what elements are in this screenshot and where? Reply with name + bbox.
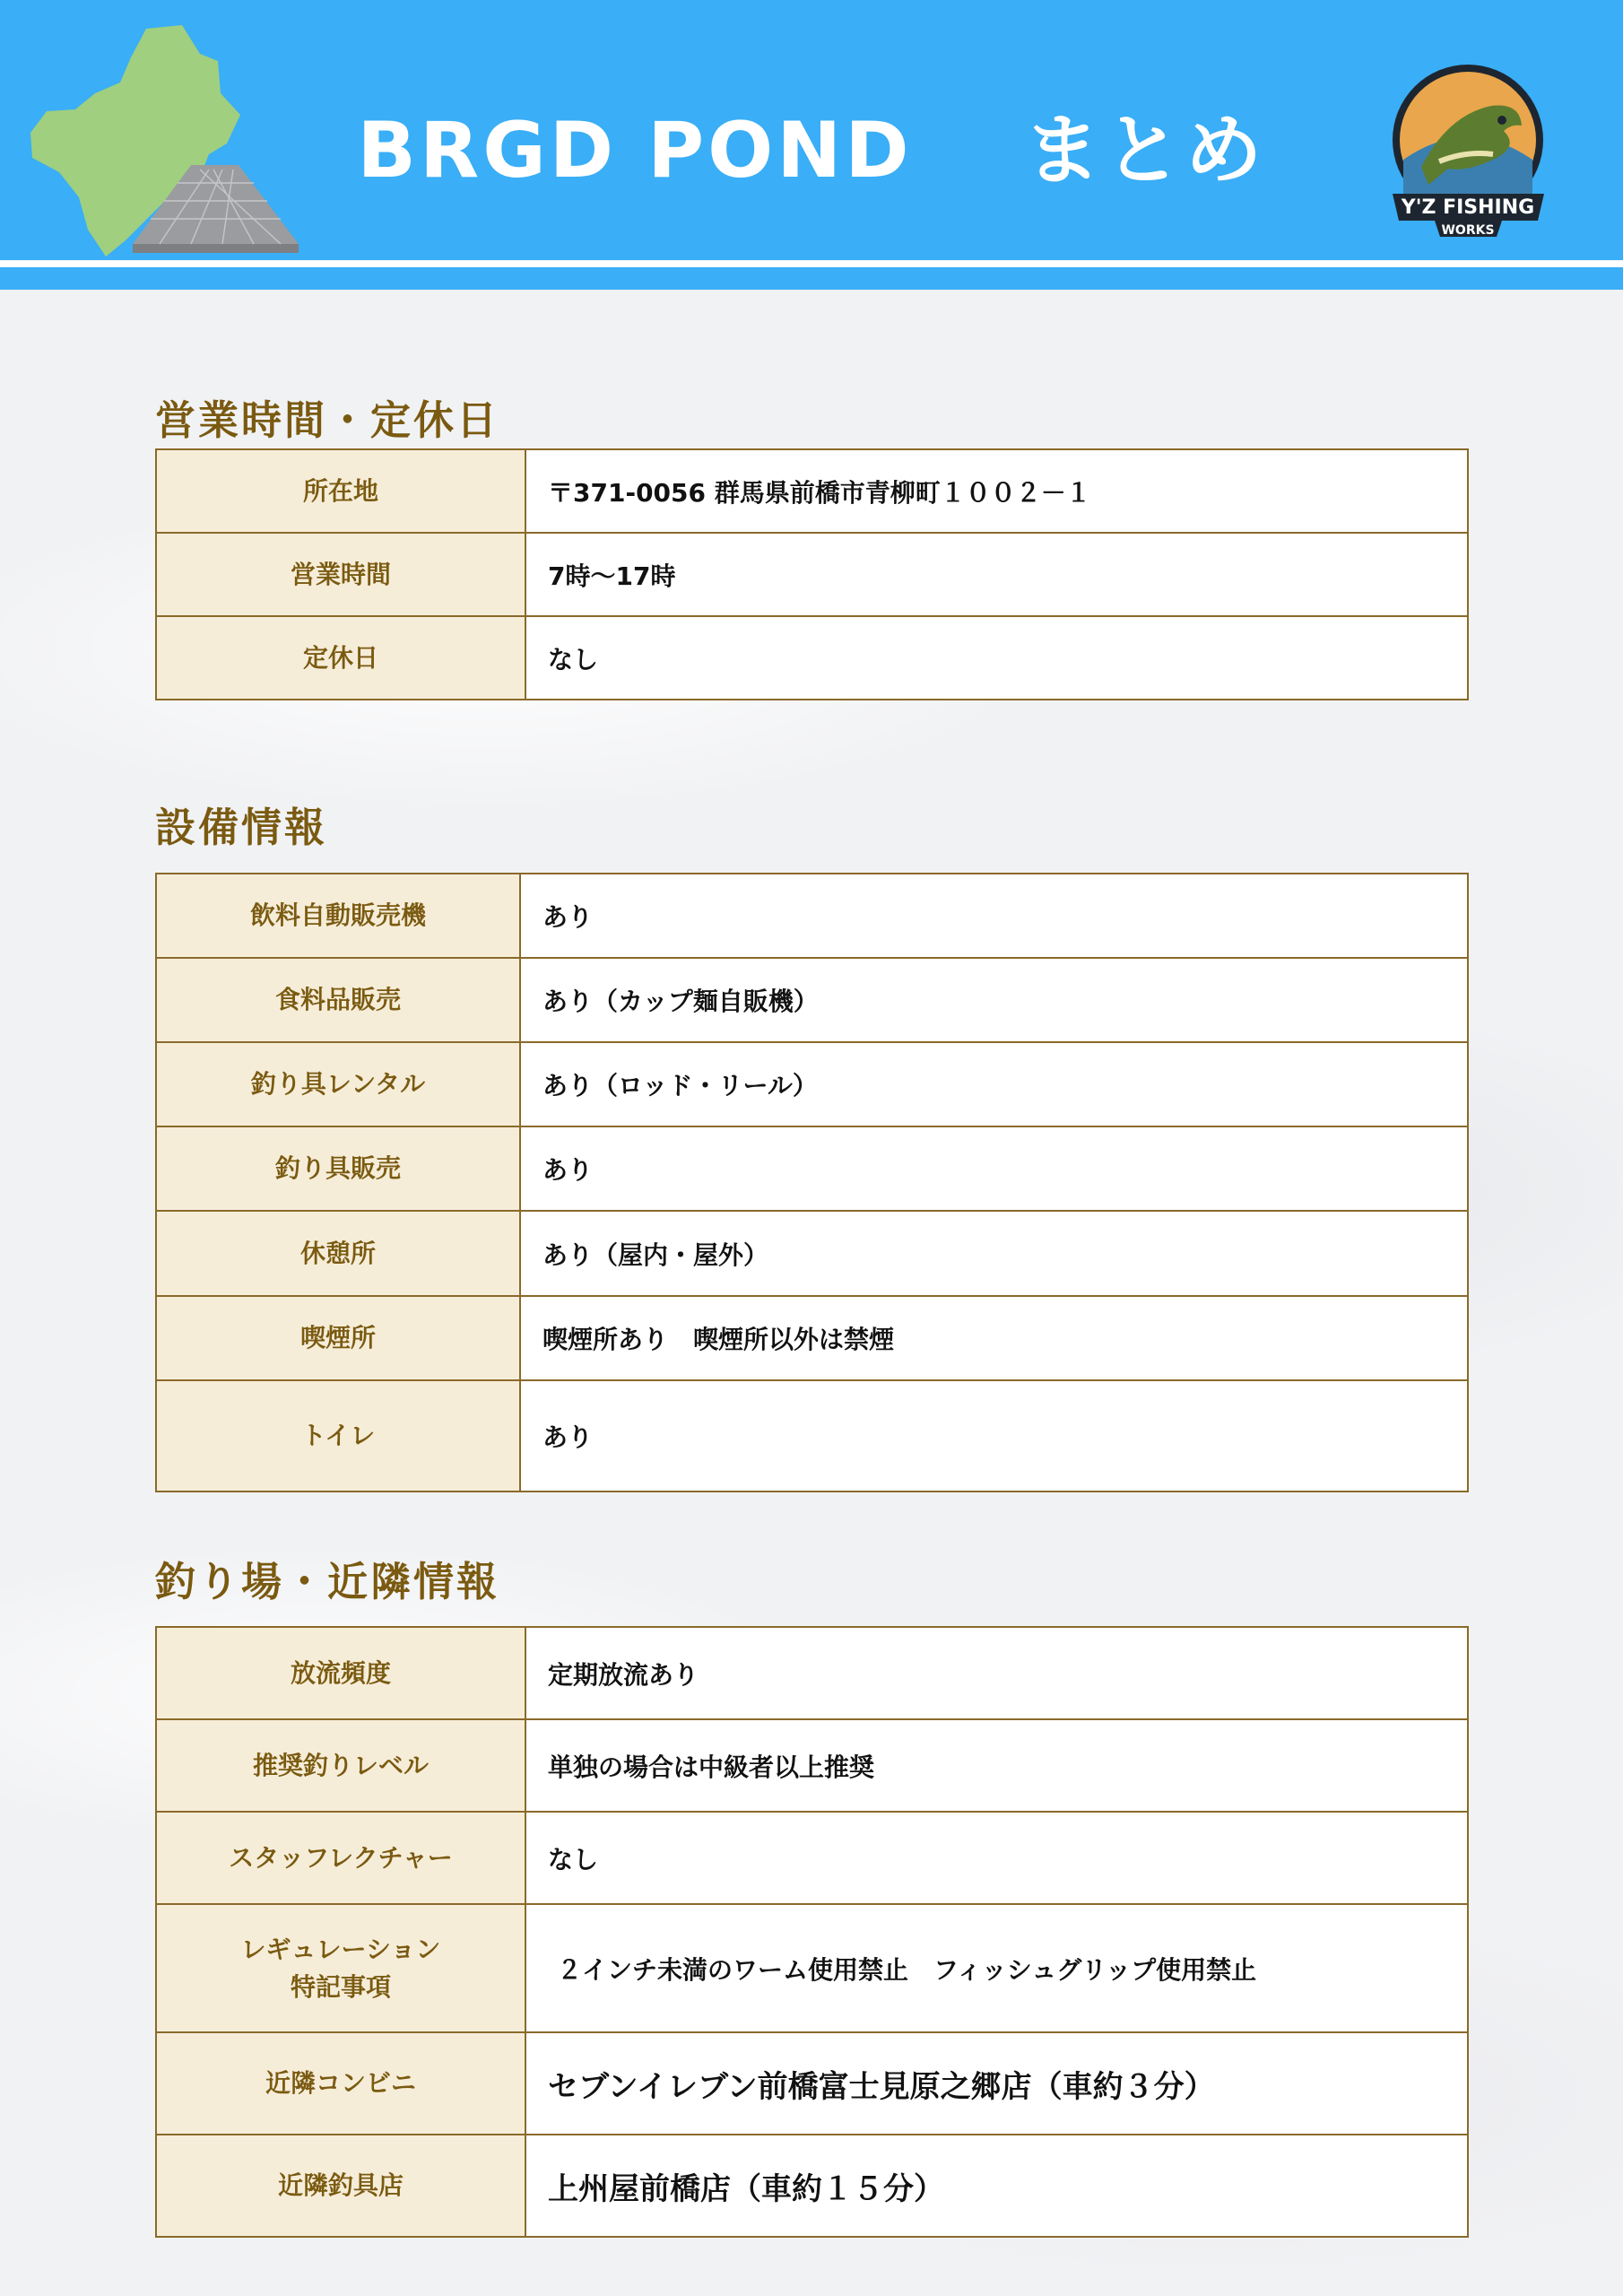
row-label-tackle-shop: 近隣釣具店 <box>156 2135 525 2237</box>
row-label-convenience: 近隣コンビニ <box>156 2032 525 2135</box>
table-row <box>156 616 1468 700</box>
section-title-facilities: 設備情報 <box>155 804 328 851</box>
table-row <box>156 1126 1468 1211</box>
row-value-lecture: なし <box>525 1812 1468 1904</box>
table-row <box>156 1211 1468 1296</box>
bass-fish-logo <box>1385 61 1551 245</box>
row-value-address: 〒371-0056 群馬県前橋市青柳町１００２－１ <box>525 449 1468 533</box>
row-label-regulation <box>156 1904 525 2032</box>
row-value-stocking: 定期放流あり <box>525 1627 1468 1719</box>
table-row <box>156 1812 1468 1904</box>
row-label-rental: 釣り具レンタル <box>156 1042 520 1126</box>
row-value-smoking: 喫煙所あり 喫煙所以外は禁煙 <box>520 1296 1468 1380</box>
logo-text-bottom: WORKS <box>1441 223 1495 238</box>
row-value-hours: 7時～17時 <box>525 533 1468 616</box>
row-value-tackle-sales: あり <box>520 1126 1468 1211</box>
row-label-lecture: スタッフレクチャー <box>156 1812 525 1904</box>
row-label-regulation-line1: レギュレーション <box>240 1934 441 1964</box>
row-value-toilet: あり <box>520 1380 1468 1492</box>
row-value-vending: あり <box>520 874 1468 958</box>
table-row <box>156 1904 1468 2032</box>
row-label-vending: 飲料自動販売機 <box>156 874 520 958</box>
facilities-table <box>155 873 1469 1492</box>
fishing-table <box>155 1626 1469 2238</box>
table-row <box>156 874 1468 958</box>
page-title: BRGD POND まとめ <box>357 106 1266 196</box>
hours-table <box>155 448 1469 700</box>
row-label-regulation-line2: 特記事項 <box>290 1971 391 2002</box>
row-label-smoking: 喫煙所 <box>156 1296 520 1380</box>
row-label-hours: 営業時間 <box>156 533 525 616</box>
row-label-address: 所在地 <box>156 449 525 533</box>
table-row <box>156 2135 1468 2237</box>
row-value-convenience: セブンイレブン前橋富士見原之郷店（車約３分） <box>525 2032 1468 2135</box>
table-row <box>156 1296 1468 1380</box>
section-title-fishing: 釣り場・近隣情報 <box>155 1558 500 1605</box>
row-value-tackle-shop: 上州屋前橋店（車約１５分） <box>525 2135 1468 2237</box>
row-label-food: 食料品販売 <box>156 958 520 1042</box>
row-value-closed: なし <box>525 616 1468 700</box>
row-label-level: 推奨釣りレベル <box>156 1719 525 1812</box>
table-row <box>156 449 1468 533</box>
table-row <box>156 2032 1468 2135</box>
row-value-rental: あり（ロッド・リール） <box>520 1042 1468 1126</box>
table-row <box>156 1042 1468 1126</box>
row-label-toilet: トイレ <box>156 1380 520 1492</box>
logo-text-top: Y'Z FISHING <box>1401 196 1535 219</box>
row-value-level: 単独の場合は中級者以上推奨 <box>525 1719 1468 1812</box>
table-row <box>156 1627 1468 1719</box>
table-row <box>156 1380 1468 1492</box>
header-stripe <box>0 261 1623 290</box>
table-row <box>156 1719 1468 1812</box>
row-value-rest-area: あり（屋内・屋外） <box>520 1211 1468 1296</box>
row-label-tackle-sales: 釣り具販売 <box>156 1126 520 1211</box>
row-label-rest-area: 休憩所 <box>156 1211 520 1296</box>
row-label-closed: 定休日 <box>156 616 525 700</box>
row-label-stocking: 放流頻度 <box>156 1627 525 1719</box>
row-value-food: あり（カップ麺自販機） <box>520 958 1468 1042</box>
table-row <box>156 533 1468 616</box>
row-value-regulation: ２インチ未満のワーム使用禁止 フィッシュグリップ使用禁止 <box>525 1904 1468 2032</box>
section-title-hours: 営業時間・定休日 <box>155 396 500 444</box>
table-row <box>156 958 1468 1042</box>
